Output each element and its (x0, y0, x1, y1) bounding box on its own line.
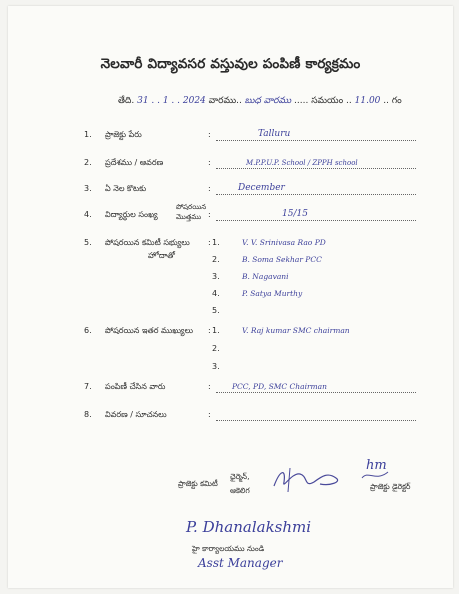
colon: : (208, 382, 211, 391)
field-number: 4. (84, 210, 92, 219)
director-label: ప్రాజెక్టు డైరెక్టర్ (370, 482, 411, 491)
member-number: 4. (212, 289, 220, 298)
field-number: 8. (84, 410, 92, 419)
value-line (216, 156, 416, 169)
field-sublabel-stack (176, 202, 206, 222)
director-initials: hm (366, 458, 387, 473)
member-number: 3. (212, 272, 220, 281)
field-label: ప్రాజెక్టు పేరు (105, 130, 142, 139)
field-label: ప్రదేశము / ఆవరణ (105, 158, 164, 167)
date-label: తేది (118, 96, 132, 106)
field-number: 2. (84, 158, 92, 167)
member-number: 5. (212, 306, 220, 315)
officer-designation: Asst Manager (198, 556, 283, 570)
field-value: Talluru (258, 129, 291, 139)
time-unit: గం (391, 96, 402, 106)
field-value: PCC, PD, SMC Chairman (232, 382, 327, 391)
director-signature-icon (360, 468, 390, 482)
field-number: 7. (84, 382, 92, 391)
colon: : (208, 210, 211, 219)
field-sublabel: హోదాతో (148, 251, 175, 260)
member-number: 1. (212, 326, 220, 335)
member-number: 2. (212, 255, 220, 264)
field-value: December (238, 183, 285, 193)
field-number: 5. (84, 238, 92, 247)
colon: : (208, 184, 211, 193)
value-line (216, 208, 416, 221)
field-label: పోషరయిన కమిటీ సభ్యులు (105, 238, 190, 247)
field-label: పంపిణీ చేసిన వారు (105, 382, 166, 391)
value-line (216, 128, 416, 141)
member-label: ఆకెలిగ (230, 486, 250, 495)
time-value: 11.00 (354, 96, 381, 106)
colon: : (208, 158, 211, 167)
field-label: పోషరయిన ఇతర ముఖ్యులు (105, 326, 194, 335)
value-line (216, 408, 416, 421)
document-page (8, 6, 453, 588)
value-line (216, 182, 416, 195)
value-line (216, 380, 416, 393)
day-value: బుధ వారము (244, 96, 292, 106)
day-label: వారము (208, 96, 237, 106)
member-number: 3. (212, 362, 220, 371)
field-number: 6. (84, 326, 92, 335)
member-name: V. Raj kumar SMC chairman (242, 326, 350, 335)
colon: : (208, 130, 211, 139)
colon: : (208, 410, 211, 419)
chairman-label: ఛైర్మెన్, (230, 472, 250, 481)
chairman-signature-icon (270, 464, 350, 494)
field-value: M.P.P.U.P. School / ZPPH school (246, 159, 358, 167)
field-sublabel: మొత్తము (176, 213, 202, 221)
field-label: ఏ నెల కొటకు (105, 184, 147, 193)
member-name: V. V. Srinivasa Rao PD (242, 238, 326, 247)
officer-signature: P. Dhanalakshmi (186, 518, 312, 536)
field-label: వివరణ / సూచనలు (105, 410, 167, 419)
date-line: తేది. 31 . . 1 . . 2024 వారము.. బుధ వారము ..... సమయం .. 11.00 .. గం (118, 96, 402, 106)
member-name: P. Satya Murthy (242, 289, 303, 298)
office-label: హై కార్యాలయము నుండి (192, 544, 265, 553)
committee-label: ప్రాజెక్టు కమిటీ (178, 479, 218, 488)
colon: : (208, 326, 211, 335)
field-number: 3. (84, 184, 92, 193)
member-name: B. Nagavani (242, 272, 289, 281)
field-label: విద్యార్థుల సంఖ్య (105, 210, 158, 219)
member-number: 2. (212, 344, 220, 353)
document-title: నెలవారీ విద్యావసర వస్తువుల పంపిణీ కార్యక్రమం (100, 56, 361, 72)
field-value: 15/15 (282, 209, 308, 219)
field-sublabel: పోషరయిన (176, 203, 207, 211)
time-label: సమయం (311, 96, 344, 106)
field-number: 1. (84, 130, 92, 139)
member-number: 1. (212, 238, 220, 247)
colon: : (208, 238, 211, 247)
member-name: B. Soma Sekhar PCC (242, 255, 322, 264)
date-value: 31 . . 1 . . 2024 (137, 96, 206, 106)
